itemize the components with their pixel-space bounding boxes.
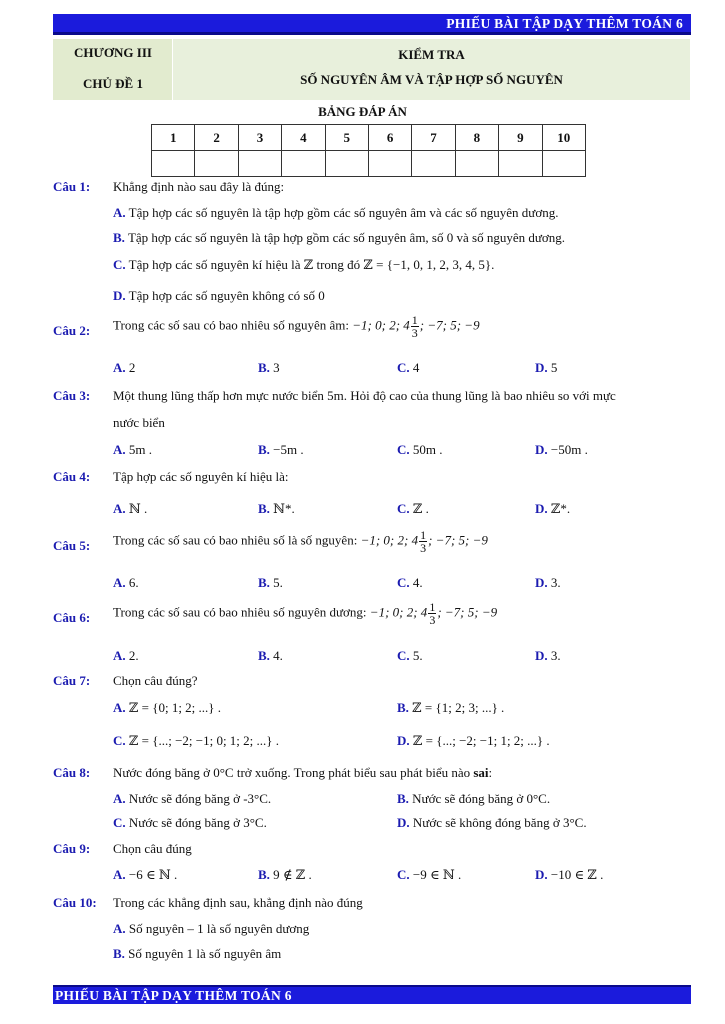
question-8-option-c	[113, 815, 267, 831]
emphasis-sai: sai	[473, 765, 489, 780]
question-2-option-d	[535, 360, 557, 376]
option-letter: A.	[113, 921, 126, 936]
chapter-cell	[53, 39, 173, 100]
question-9-option-c	[397, 867, 461, 883]
option-letter: B.	[258, 867, 270, 882]
option-letter: A.	[113, 360, 126, 375]
answer-cell-4[interactable]	[282, 151, 325, 177]
question-text: Trong các số sau có bao nhiêu số là số nguyên:	[113, 532, 358, 548]
option-text: 3	[273, 360, 280, 375]
question-8-option-b	[397, 791, 550, 807]
answer-cell-7[interactable]	[412, 151, 455, 177]
option-text: −50m .	[550, 442, 588, 457]
option-text: ℤ = {0; 1; 2; ...} .	[128, 700, 222, 715]
question-6-option-d	[535, 648, 561, 664]
math-pre: −1; 0; 2; 4	[369, 604, 428, 620]
answer-col-7: 7	[412, 125, 455, 151]
option-letter: C.	[113, 815, 126, 830]
question-4-option-c	[397, 501, 429, 517]
question-3-option-d	[535, 442, 588, 458]
question-3-label: Câu 3:	[53, 388, 91, 403]
question-2-label: Câu 2:	[53, 323, 91, 338]
question-9-label: Câu 9:	[53, 841, 91, 856]
header-box	[53, 39, 690, 100]
question-7-option-c	[113, 733, 279, 749]
option-letter: C.	[113, 257, 126, 272]
question-7-option-a	[113, 700, 221, 716]
math-pre: −1; 0; 2; 4	[360, 532, 419, 548]
frac-numerator: 1	[411, 313, 418, 327]
frac-denominator: 3	[429, 613, 436, 627]
question-9-option-d	[535, 867, 603, 883]
question-1-label: Câu 1:	[53, 179, 91, 194]
option-text: −5m .	[273, 442, 304, 457]
question-10-option-b	[113, 946, 281, 962]
math-post: ; −7; 5; −9	[419, 317, 480, 333]
question-2-option-b	[258, 360, 280, 376]
question-6-label: Câu 6:	[53, 610, 91, 625]
option-text: Số nguyên – 1 là số nguyên dương	[128, 921, 310, 936]
option-text: 5.	[273, 575, 283, 590]
math-pre: −1; 0; 2; 4	[352, 317, 410, 333]
frac-denominator: 3	[420, 541, 427, 555]
topic-label: CHỦ ĐỀ 1	[83, 76, 143, 91]
answer-cell-10[interactable]	[542, 151, 585, 177]
question-6-option-a	[113, 648, 139, 664]
option-text: ℕ*.	[273, 501, 295, 516]
question-5-label: Câu 5:	[53, 538, 91, 553]
option-letter: D.	[535, 575, 548, 590]
question-text: Trong các số sau có bao nhiêu số nguyên âm:	[113, 317, 350, 333]
question-text-end: :	[488, 765, 493, 780]
option-letter: B.	[258, 442, 270, 457]
option-text: Nước sẽ đóng băng ở 3°C.	[128, 815, 267, 830]
option-text: 5	[550, 360, 558, 375]
question-3-option-c	[397, 442, 443, 458]
option-letter: D.	[113, 288, 126, 303]
question-1-option-c	[113, 257, 494, 273]
option-text: ℕ .	[128, 501, 148, 516]
question-6-option-c	[397, 648, 423, 664]
answer-col-3: 3	[238, 125, 281, 151]
option-letter: D.	[535, 360, 548, 375]
option-text: ℤ = {1; 2; 3; ...} .	[412, 700, 505, 715]
answer-cell-9[interactable]	[499, 151, 542, 177]
option-text: Tập hợp các số nguyên là tập hợp gồm các số nguyên âm, số 0 và số nguyên dương.	[127, 230, 566, 245]
question-4-option-a	[113, 501, 147, 517]
option-text: ℤ = {...; −2; −1; 1; 2; ...} .	[412, 733, 550, 748]
answer-cell-1[interactable]	[152, 151, 195, 177]
question-text: Nước đóng băng ở 0°C trở xuống. Trong phát biểu sau phát biểu nào	[113, 765, 471, 780]
option-text: 2	[128, 360, 136, 375]
question-7-option-b	[397, 700, 504, 716]
answer-col-10: 10	[542, 125, 585, 151]
question-5-option-a	[113, 575, 139, 591]
question-3-text-cont: nước biển	[113, 415, 165, 430]
question-5-option-c	[397, 575, 423, 591]
option-letter: B.	[258, 501, 270, 516]
math-post: ; −7; 5; −9	[437, 604, 498, 620]
option-letter: D.	[535, 867, 548, 882]
frac-denominator: 3	[411, 326, 418, 340]
question-5-option-b	[258, 575, 283, 591]
question-4-label: Câu 4:	[53, 469, 91, 484]
option-text: −6 ∈ ℕ .	[128, 867, 178, 882]
question-1-option-a	[113, 205, 558, 221]
question-8-label: Câu 8:	[53, 765, 91, 780]
option-letter: B.	[397, 700, 409, 715]
option-letter: C.	[397, 575, 410, 590]
frac-numerator: 1	[429, 600, 436, 614]
question-4-option-b	[258, 501, 295, 517]
question-7-text: Chọn câu đúng?	[113, 673, 198, 688]
option-text: Tập hợp các số nguyên không có số 0	[128, 288, 325, 303]
question-2-text	[113, 314, 480, 339]
answer-cell-5[interactable]	[325, 151, 368, 177]
question-10-option-a	[113, 921, 309, 937]
answer-col-2: 2	[195, 125, 238, 151]
test-subtitle: SỐ NGUYÊN ÂM VÀ TẬP HỢP SỐ NGUYÊN	[300, 72, 563, 87]
answer-col-4: 4	[282, 125, 325, 151]
question-1-text: Khẳng định nào sau đây là đúng:	[113, 179, 285, 194]
option-text: 9 ∉ ℤ .	[273, 867, 312, 882]
question-1-option-d	[113, 288, 325, 304]
option-text: Số nguyên 1 là số nguyên âm	[128, 946, 282, 961]
option-letter: B.	[113, 946, 125, 961]
question-6-text	[113, 601, 497, 626]
answer-cell-3[interactable]	[238, 151, 281, 177]
question-8-option-a	[113, 791, 271, 807]
option-text: Tập hợp các số nguyên là tập hợp gồm các số nguyên âm và các số nguyên dương.	[128, 205, 559, 220]
option-text: 50m .	[412, 442, 443, 457]
option-text: 3.	[550, 575, 561, 590]
bottom-banner	[53, 985, 691, 1004]
option-text: −10 ∈ ℤ .	[550, 867, 604, 882]
fraction	[419, 529, 427, 554]
answer-col-9: 9	[499, 125, 542, 151]
option-text: 6.	[128, 575, 139, 590]
option-letter: A.	[113, 867, 126, 882]
answer-col-8: 8	[455, 125, 498, 151]
question-9-option-b	[258, 867, 312, 883]
answer-cell-6[interactable]	[368, 151, 411, 177]
question-7-option-d	[397, 733, 550, 749]
fraction	[411, 314, 419, 339]
question-8-text	[113, 765, 492, 781]
question-2-option-a	[113, 360, 135, 376]
option-letter: B.	[258, 360, 270, 375]
question-3-option-b	[258, 442, 304, 458]
question-9-text: Chọn câu đúng	[113, 841, 192, 856]
test-title: KIỂM TRA	[398, 47, 465, 62]
answer-col-5: 5	[325, 125, 368, 151]
answer-table	[151, 124, 586, 177]
question-10-label: Câu 10:	[53, 895, 97, 910]
option-text: ℤ = {...; −2; −1; 0; 1; 2; ...} .	[128, 733, 280, 748]
option-letter: D.	[535, 501, 548, 516]
answer-cell-2[interactable]	[195, 151, 238, 177]
option-letter: A.	[113, 575, 126, 590]
option-letter: B.	[258, 648, 270, 663]
bottom-banner-title: PHIẾU BÀI TẬP DẠY THÊM TOÁN 6	[55, 988, 292, 1003]
question-10-text: Trong các khẳng định sau, khẳng định nào đúng	[113, 895, 363, 910]
option-letter: D.	[397, 815, 410, 830]
option-letter: A.	[113, 205, 126, 220]
option-text: Nước sẽ không đóng băng ở 3°C.	[412, 815, 587, 830]
question-4-option-d	[535, 501, 570, 517]
fraction	[428, 601, 436, 626]
question-6-option-b	[258, 648, 283, 664]
question-8-option-d	[397, 815, 587, 831]
math-post: ; −7; 5; −9	[428, 532, 488, 548]
option-text: 4.	[273, 648, 283, 663]
question-1-option-b	[113, 230, 565, 246]
option-letter: A.	[113, 442, 126, 457]
question-text: Trong các số sau có bao nhiêu số nguyên dương:	[113, 604, 367, 620]
question-7-label: Câu 7:	[53, 673, 91, 688]
answer-col-6: 6	[368, 125, 411, 151]
question-4-text: Tập hợp các số nguyên kí hiệu là:	[113, 469, 289, 484]
top-banner	[53, 14, 691, 35]
option-letter: A.	[113, 648, 126, 663]
option-text: 2.	[128, 648, 139, 663]
option-letter: C.	[397, 360, 410, 375]
option-text: 5.	[412, 648, 423, 663]
frac-numerator: 1	[420, 528, 427, 542]
answer-table-header-row	[152, 125, 586, 151]
option-letter: B.	[258, 575, 270, 590]
option-letter: C.	[397, 867, 410, 882]
question-9-option-a	[113, 867, 177, 883]
option-letter: B.	[397, 791, 409, 806]
question-3-option-a	[113, 442, 152, 458]
answer-table-input-row	[152, 151, 586, 177]
option-text: 4.	[412, 575, 423, 590]
option-letter: D.	[535, 648, 548, 663]
option-text: Nước sẽ đóng băng ở 0°C.	[412, 791, 551, 806]
answer-cell-8[interactable]	[455, 151, 498, 177]
answer-table-title: BẢNG ĐÁP ÁN	[318, 104, 407, 119]
option-text: ℤ*.	[550, 501, 571, 516]
option-text: 4	[412, 360, 420, 375]
chapter-label: CHƯƠNG III	[74, 45, 152, 60]
option-letter: D.	[535, 442, 548, 457]
question-5-option-d	[535, 575, 561, 591]
option-text: 5m .	[128, 442, 153, 457]
option-text: −9 ∈ ℕ .	[412, 867, 462, 882]
top-banner-title: PHIẾU BÀI TẬP DẠY THÊM TOÁN 6	[446, 16, 683, 31]
option-letter: C.	[397, 442, 410, 457]
option-letter: B.	[113, 230, 125, 245]
option-text: 3.	[550, 648, 561, 663]
option-letter: C.	[113, 733, 126, 748]
option-letter: C.	[397, 648, 410, 663]
option-letter: A.	[113, 791, 126, 806]
option-text: Tập hợp các số nguyên kí hiệu là ℤ trong đó ℤ = {−1, 0, 1, 2, 3, 4, 5}.	[128, 257, 495, 272]
question-5-text	[113, 529, 488, 554]
option-letter: C.	[397, 501, 410, 516]
option-letter: A.	[113, 700, 126, 715]
question-2-option-c	[397, 360, 419, 376]
option-text: Nước sẽ đóng băng ở -3°C.	[128, 791, 272, 806]
option-letter: A.	[113, 501, 126, 516]
option-letter: D.	[397, 733, 410, 748]
option-text: ℤ .	[412, 501, 429, 516]
question-3-text: Một thung lũng thấp hơn mực nước biển 5m. Hỏi độ cao của thung lũng là bao nhiêu so với mực	[113, 388, 616, 403]
answer-col-1: 1	[152, 125, 195, 151]
